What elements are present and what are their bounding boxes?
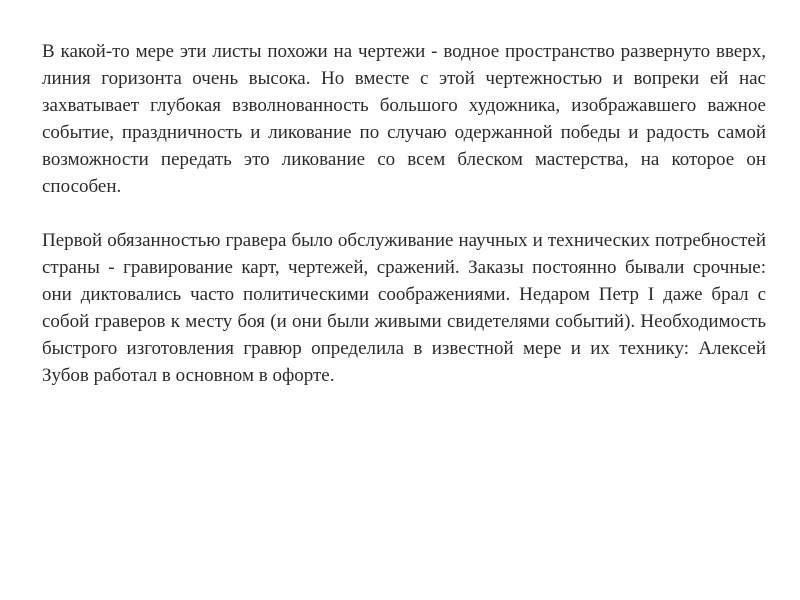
paragraph-2: Первой обязанностью гравера было обслуживание научных и технических потребностей страны - гравирование карт, чертежей, сражений. Заказы постоянно бывали срочные: они диктовались часто политическими соображениями. Недаром Петр I даже брал с собой граверов к месту боя (и они были живыми свидетелями событий). Необходимость быстрого изготовления гравюр определила в известной мере и их технику: Алексей Зубов работал в основном в офорте.: [42, 230, 766, 386]
paragraph-1: В какой-то мере эти листы похожи на чертежи - водное пространство развернуто вверх, линия горизонта очень высока. Но вместе с этой чертежностью и вопреки ей нас захватывает глубокая взволнованность большого художника, изображавшего важное событие, праздничность и ликование по случаю одержанной победы и радость самой возможности передать это ликование со всем блеском мастерства, на которое он способен.: [42, 41, 766, 197]
